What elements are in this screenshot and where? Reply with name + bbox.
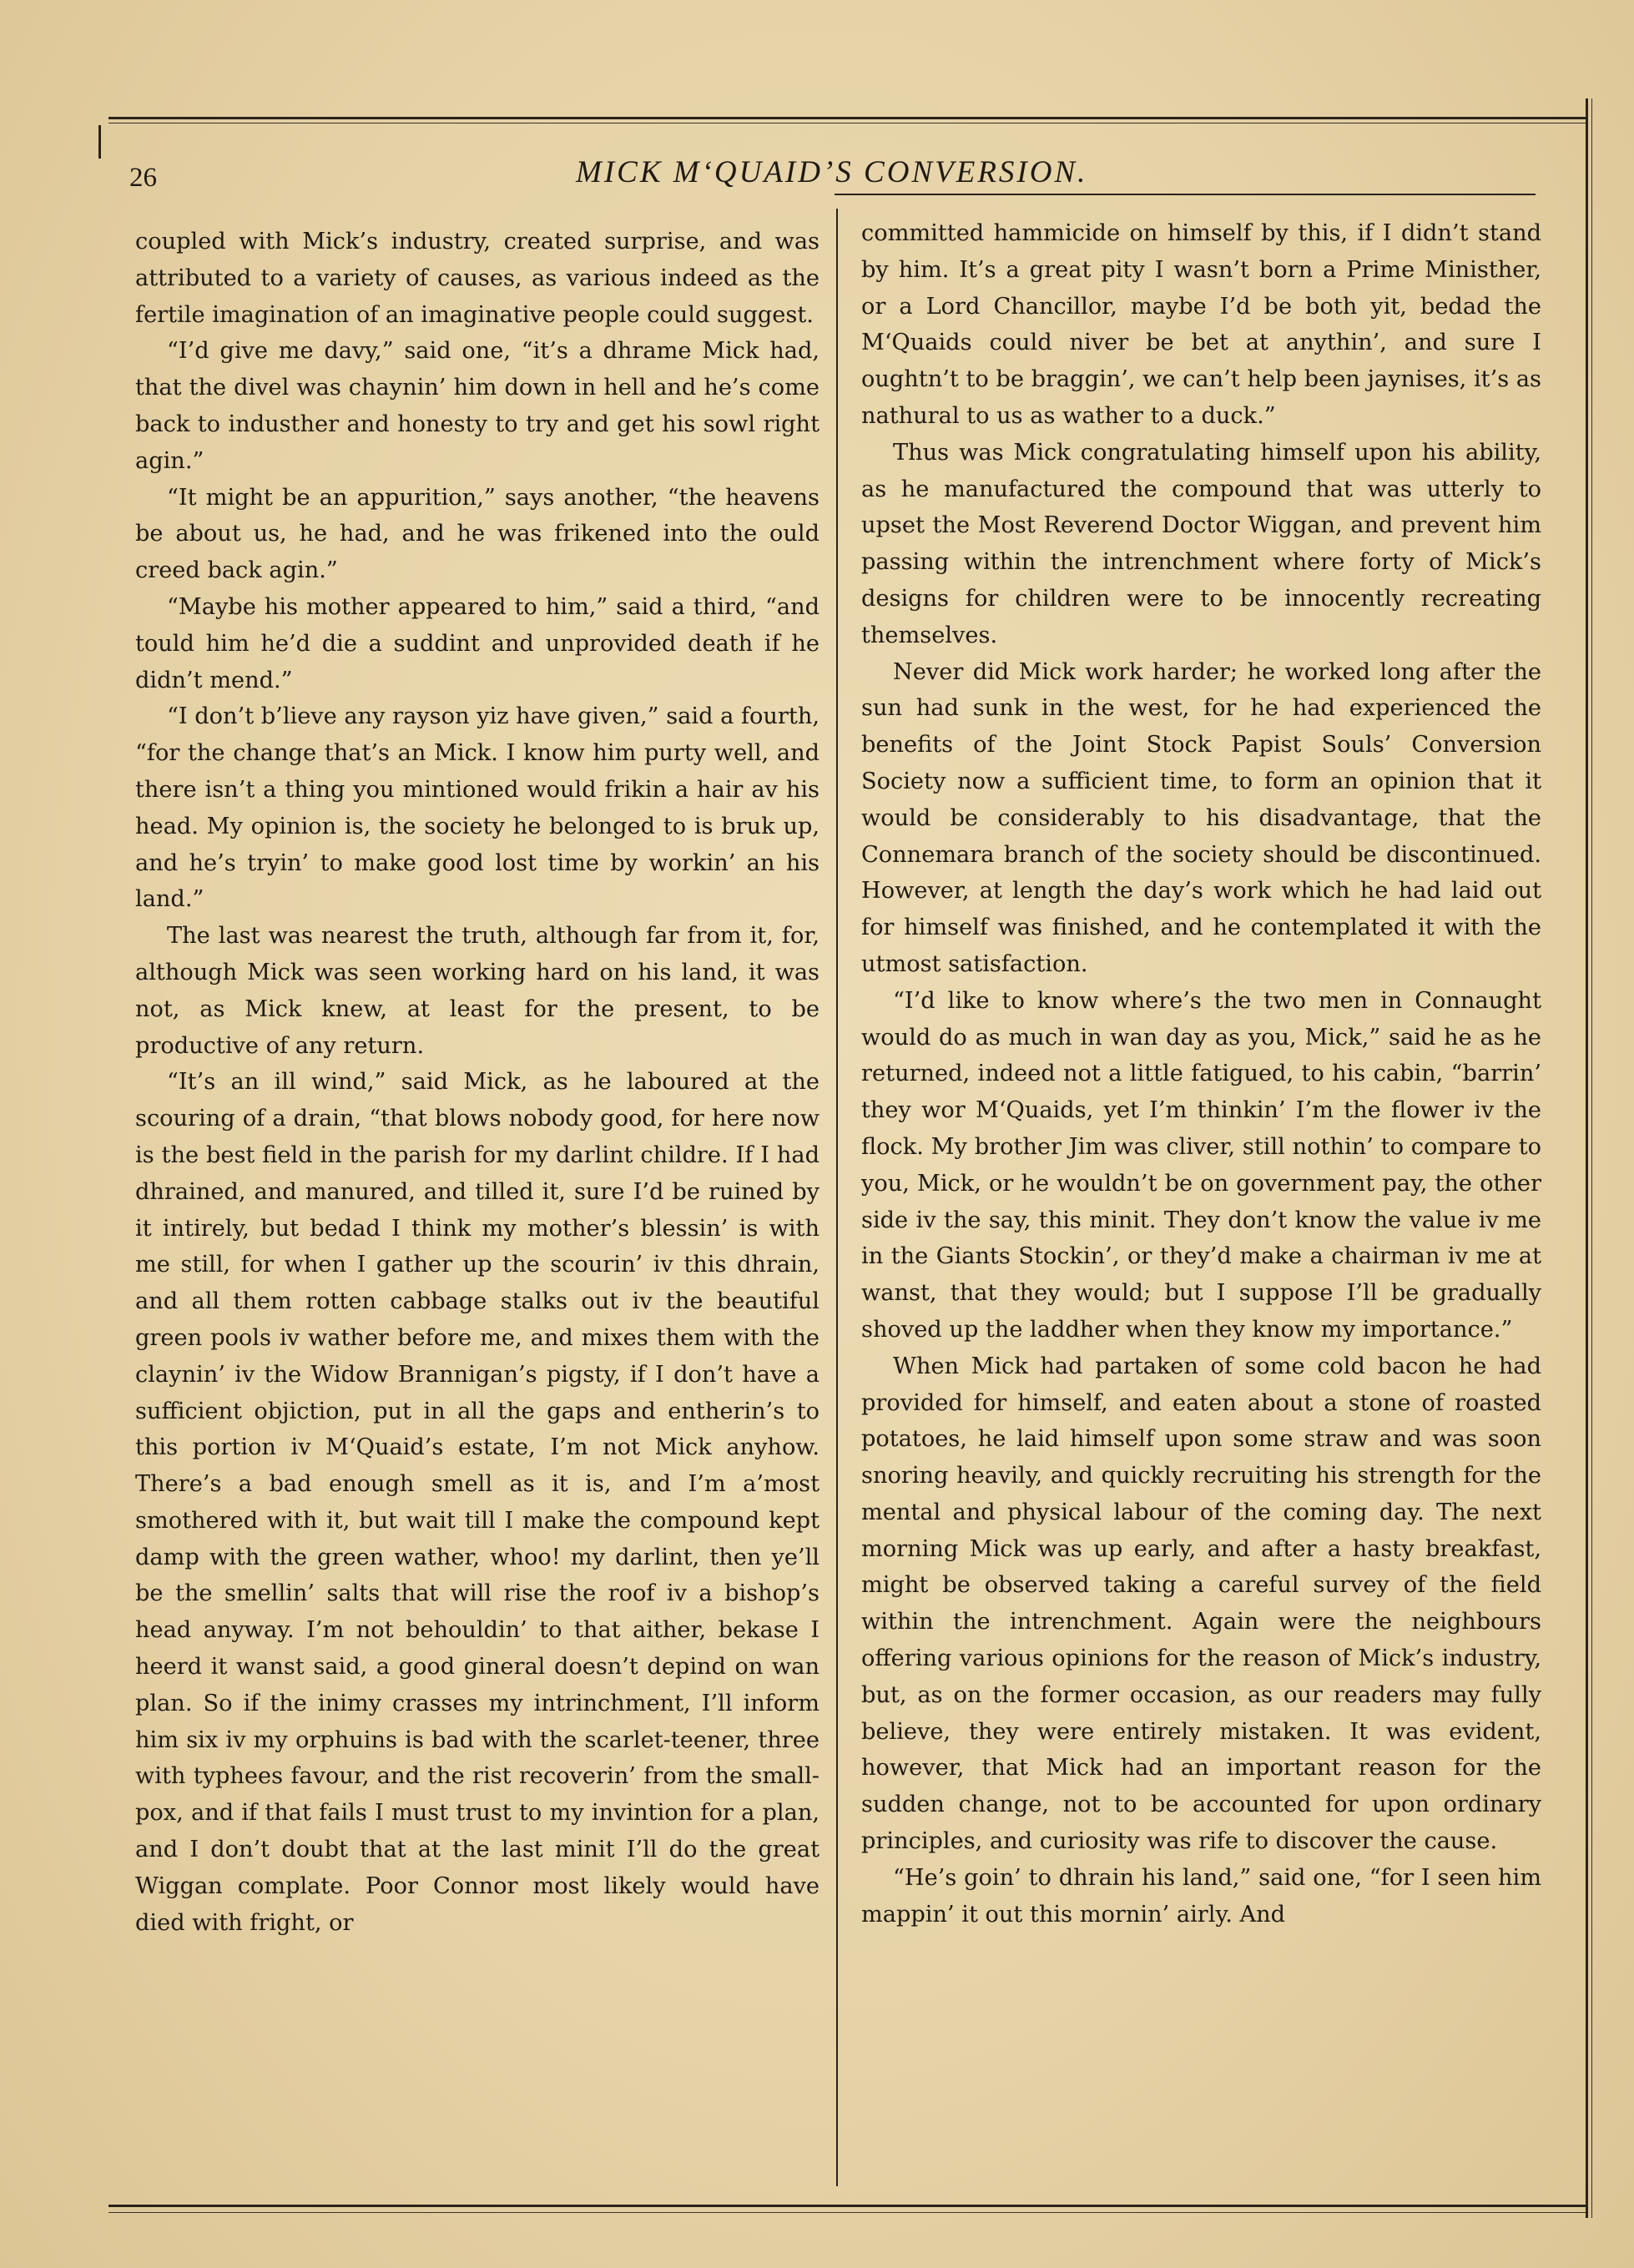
bottom-border-rule (108, 2205, 1586, 2207)
paragraph: Never did Mick work harder; he worked long after the sun had sunk in the west, for he had experienced the benefits of the Joint Stock Papist Souls’ Conversion Society now a sufficient time, to form an opinion that it would be considerably to his disadvantage, that the Connemara branch of the society should be discontinued. However, at length the day’s work which he had laid out for himself was finished, and he contemplated it with the utmost satisfaction. (861, 658, 1541, 977)
paragraph: “It might be an appurition,” says another, “the heavens be about us, he had, and he was frikened into the ould creed back agin.” (135, 484, 820, 584)
right-column (861, 215, 1541, 1933)
paragraph: “I’d like to know where’s the two men in Connaught would do as much in wan day as you, Mick,” said he as he returned, indeed not a little fatigued, to his cabin, “barrin’ they wor M‘Quaids, yet I’m thinkin’ I’m the flower iv the flock. My brother Jim was cliver, still nothin’ to compare to you, Mick, or he wouldn’t be on government pay, the other side iv the say, this minit. They don’t know the value iv me in the Giants Stockin’, or they’d make a chairman iv me at wanst, that they would; but I suppose I’ll be gradually shoved up the laddher when they know my importance.” (861, 987, 1541, 1343)
page-number: 26 (129, 163, 157, 193)
top-border-rule (108, 117, 1586, 119)
right-border-rule-thin (1591, 98, 1592, 2218)
header-underline (835, 194, 1536, 195)
paragraph: “It’s an ill wind,” said Mick, as he laboured at the scouring of a drain, “that blows nobody good, for here now is the best field in the parish for my darlint childre. If I had dhrained, and manured, and tilled it, sure I’d be ruined by it intirely, but bedad I think my mother’s blessin’ is with me still, for when I gather up the scourin’ iv this dhrain, and all them rotten cabbage stalks out iv the beautiful green pools iv wather before me, and mixes them with the claynin’ iv the Widow Brannigan’s pigsty, if I don’t have a sufficient objiction, put in all the gaps and entherin’s to this portion iv M‘Quaid’s estate, I’m not Mick anyhow. There’s a bad enough smell as it is, and I’m a’most smothered with it, but wait till I make the compound kept damp with the green wather, whoo! my darlint, then ye’ll be the smellin’ salts that will rise the roof iv a bishop’s head anyway. I’m not behouldin’ to that aither, bekase I heerd it wanst said, a good gineral doesn’t depind on wan plan. So if the inimy crasses my intrinchment, I’ll inform him six iv my orphuins is bad with the scarlet-teener, three with typhees favour, and the rist recoverin’ from the small-pox, and if that fails I must trust to my invintion for a plan, and I don’t doubt that at the last minit I’ll do the great Wiggan complate. Poor Connor most likely would have died with fright, or (135, 1069, 820, 1936)
paragraph: “Maybe his mother appeared to him,” said a third, “and tould him he’d die a suddint and unprovided death if he didn’t mend.” (135, 593, 820, 693)
paragraph: “I don’t b’lieve any rayson yiz have given,” said a fourth, “for the change that’s an Mick. I know him purty well, and there isn’t a thing you mintioned would frikin a hair av his head. My opinion is, the society he belonged to is bruk up, and he’s tryin’ to make good lost time by workin’ an his land.” (135, 703, 820, 913)
paragraph: coupled with Mick’s industry, created surprise, and was attributed to a variety of causes, as various indeed as the fertile imagination of an imaginative people could suggest. (135, 229, 820, 328)
column-divider (836, 209, 838, 2186)
paragraph: The last was nearest the truth, although far from it, for, although Mick was seen working hard on his land, it was not, as Mick knew, at least for the present, to be productive of any return. (135, 923, 820, 1059)
left-column (135, 224, 820, 1941)
bottom-border-rule-thin (108, 2212, 1586, 2213)
paragraph: Thus was Mick congratulating himself upon his ability, as he manufactured the compound that was utterly to upset the Most Reverend Doctor Wiggan, and prevent him passing within the intrenchment where forty of Mick’s designs for children were to be innocently recreating themselves. (861, 439, 1541, 648)
paragraph: committed hammicide on himself by this, if I didn’t stand by him. It’s a great pity I wasn’t born a Prime Ministher, or a Lord Chancillor, maybe I’d be both yit, bedad the M‘Quaids could niver be bet at anythin’, and sure I oughtn’t to be braggin’, we can’t help been jaynises, it’s as nathural to us as wather to a duck.” (861, 220, 1541, 429)
paragraph: “I’d give me davy,” said one, “it’s a dhrame Mick had, that the divel was chaynin’ him down in hell and he’s come back to industher and honesty to try and get his sowl right agin.” (135, 338, 820, 474)
right-border-rule (1586, 98, 1588, 2218)
left-border-fragment (98, 125, 101, 159)
paragraph: “He’s goin’ to dhrain his land,” said one, “for I seen him mappin’ it out this mornin’ airly. And (861, 1864, 1541, 1928)
paragraph: When Mick had partaken of some cold bacon he had provided for himself, and eaten about a stone of roasted potatoes, he laid himself upon some straw and was soon snoring heavily, and quickly recruiting his strength for the mental and physical labour of the coming day. The next morning Mick was up early, and after a hasty breakfast, might be observed taking a careful survey of the field within the intrenchment. Again were the neighbours offering various opinions for the reason of Mick’s industry, but, as on the former occasion, as our readers may fully believe, they were entirely mistaken. It was evident, however, that Mick had an important reason for the sudden change, not to be accounted for upon ordinary principles, and curiosity was rife to discover the cause. (861, 1353, 1541, 1855)
running-title: MICK M‘QUAID’S CONVERSION. (576, 155, 1088, 189)
